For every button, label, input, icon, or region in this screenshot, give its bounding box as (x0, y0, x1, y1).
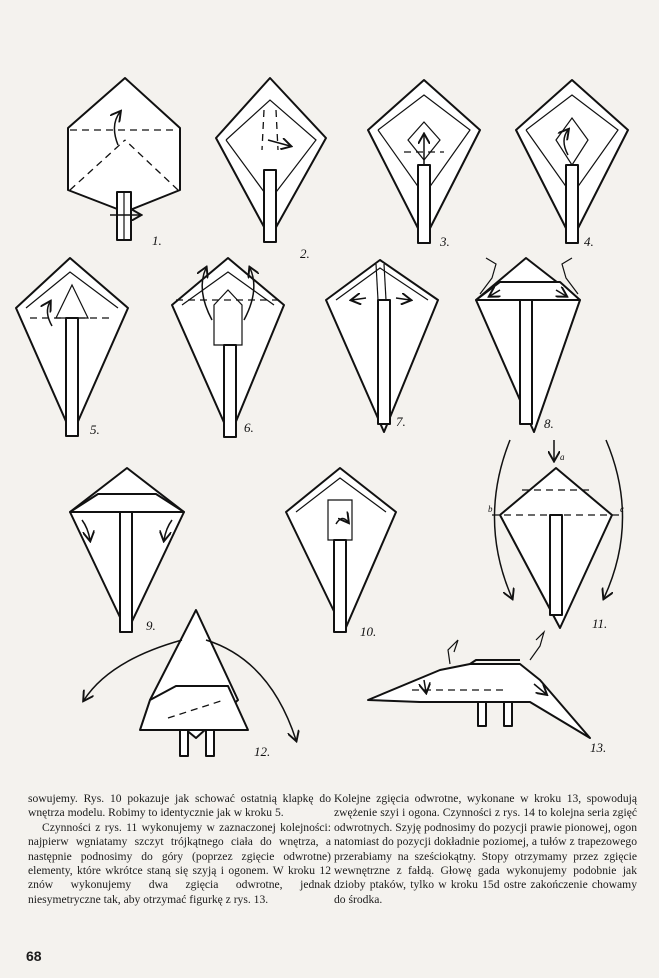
step-9-label: 9. (146, 618, 156, 633)
step-12-diagram (84, 610, 296, 759)
step-6-diagram (172, 258, 284, 437)
step-9-diagram (70, 468, 184, 633)
step-11-diagram (488, 440, 624, 631)
step-3-label: 3. (440, 234, 450, 249)
step-13-label: 13. (590, 740, 607, 755)
step-3-diagram (368, 80, 480, 249)
step-11-mark-a: a (560, 452, 565, 462)
step-5-diagram (16, 258, 128, 437)
step-5-label: 5. (90, 422, 100, 437)
step-8-label: 8. (544, 416, 554, 431)
step-11-mark-b: b (488, 504, 493, 514)
page-number: 68 (26, 948, 42, 964)
step-2-diagram (216, 78, 326, 261)
step-1-label: 1. (152, 233, 162, 248)
step-4-label: 4. (584, 234, 594, 249)
step-10-diagram (286, 468, 396, 639)
step-8-diagram (476, 258, 580, 432)
step-10-label: 10. (360, 624, 377, 639)
right-paragraph-1: Kolejne zgięcia odwrotne, wykonane w kroku 13, spowodują zwężenie szyi i ogona. Czynności z rys. 14 to kolejna seria zgięć odwrotnych. Szyję podnosimy do pozycji prawie pionowej, ogon natomiast do pozycji dokładnie poziomej, a tułów z trapezowego przerabiamy na sześciokątny. Stopy otrzymamy przez zgięcie wewnętrzne z fałdą. Głowę gada wykonujemy podobnie jak dzioby ptaków, tylko w kroku 15d ostre zakończenie chowamy do środka. (334, 792, 637, 906)
step-13-diagram (368, 632, 606, 755)
left-paragraph-1: sowujemy. Rys. 10 pokazuje jak schować ostatnią klapkę do wnętrza modelu. Robimy to identycznie jak w kroku 5. (28, 792, 331, 820)
step-4-diagram (516, 80, 628, 249)
step-11-mark-c: c (620, 504, 624, 514)
step-7-label: 7. (396, 414, 406, 429)
left-paragraph-2: Czynności z rys. 11 wykonujemy w zaznaczonej kolejności: najpierw wgniatamy szczyt trójkątnego ciała do wnętrza, a następnie podnosimy do góry (poprzez zgięcie odwrotne) elementy, które wkrótce staną się szyją i ogonem. W kroku 12 znów wykonujemy dwa zgięcia odwrotne, jednak niesymetryczne tak, aby otrzymać figurkę z rys. 13. (28, 820, 331, 906)
step-12-label: 12. (254, 744, 271, 759)
step-1-diagram (68, 78, 180, 248)
left-text-column (28, 792, 331, 907)
step-6-label: 6. (244, 420, 254, 435)
step-11-label: 11. (592, 616, 608, 631)
right-text-column (334, 792, 637, 907)
step-7-diagram (326, 260, 438, 432)
step-2-label: 2. (300, 246, 310, 261)
